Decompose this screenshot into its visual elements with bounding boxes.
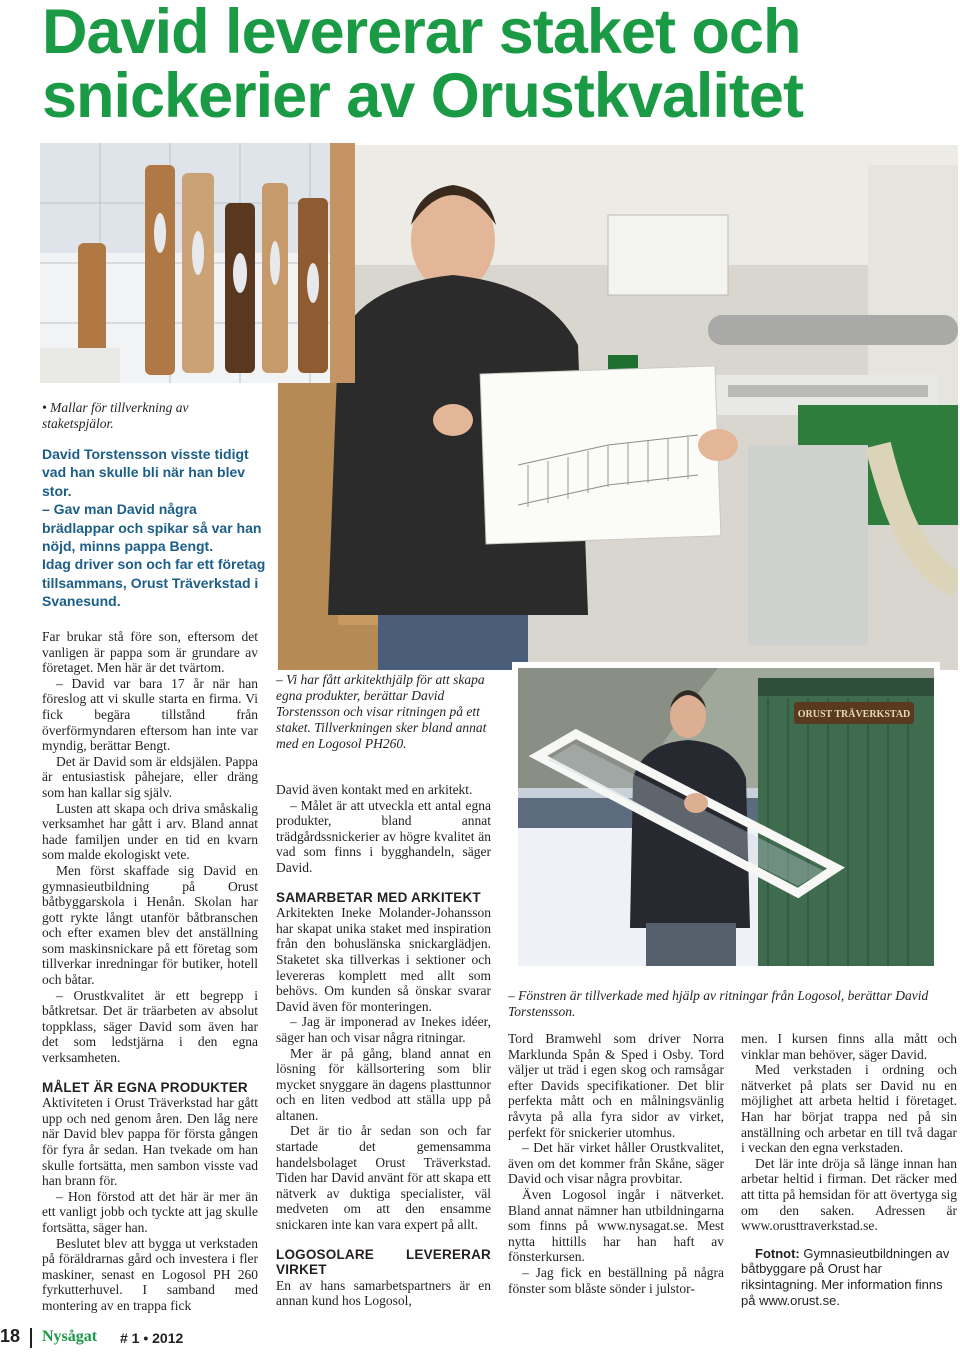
intro-paragraph: Idag driver son och far ett företag tillsammans, Orust Träverkstad i Svanesund. xyxy=(42,556,266,610)
body-paragraph: – Hon förstod att det här är mer än ett vanligt jobb och tyckte att jag skulle fortsätta, säger han. xyxy=(42,1188,258,1235)
body-paragraph: Mer är på gång, bland annat en lösning för källsortering som blir mycket snyggare än dagens plasttunnor och en liten vedbod att ställa upp på altanen. xyxy=(276,1045,491,1123)
footnote-label: Fotnot: xyxy=(755,1245,800,1261)
body-paragraph: Far brukar stå före son, eftersom det vanligen är pappa som är grundare av företaget. Men här är det tvärtom. xyxy=(42,629,258,676)
caption-picket-templates: • Mallar för tillverkning av staketspjälor. xyxy=(42,400,189,431)
footer-divider xyxy=(30,1328,32,1348)
body-paragraph: Även Logosol ingår i nätverket. Bland annat nämner han utbildningarna som finns på www.nysagat.se. Mest nytta hittills har han haft av fönsterkursen. xyxy=(508,1186,724,1265)
article-intro xyxy=(42,445,272,611)
body-paragraph: – Jag fick en beställning på några fönster som blåste sönder i julstor- xyxy=(508,1264,724,1296)
body-paragraph: Arkitekten Ineke Molander-Johansson har skapat unika staket med inspiration från den bohuslänska snickarglädjen. Staketet ska tillverkas i sektioner och levereras komplett med allt som behövs. Om kunden så önskar svarar David även för monteringen. xyxy=(276,905,491,1014)
body-paragraph: Det är David som är eldsjälen. Pappa är entusiastisk påhejare, eller dräng som han kallar sig själv. xyxy=(42,753,258,800)
page-number: 18 xyxy=(0,1326,21,1346)
subheading: LOGOSOLARE LEVERERAR VIRKET xyxy=(276,1246,491,1278)
caption-workshop: – Vi har fått arkitekthjälp för att skapa egna produkter, berättar David Torstensson och visar ritningen på ett staket. Tillverkningen sker bland annat med en Logosol PH260. xyxy=(276,672,487,751)
page-footer xyxy=(0,1326,300,1350)
body-column-4 xyxy=(741,1031,957,1308)
body-paragraph: Tord Bramwehl som driver Norra Marklunda Spån & Sped i Osby. Tord väljer ut träd i egen skog och ramsågar efter Davids specifikationer. Det blir perfekta mått och en målningsvänlig råvyta på alla fyra sidor av virket, perfekt för snickerier utomhus. xyxy=(508,1031,724,1140)
body-column-3 xyxy=(508,1031,724,1296)
headline-line-2: snickerier av Orustkvalitet xyxy=(42,61,803,131)
headline-line-1: David levererar staket och xyxy=(42,0,801,67)
sign-text: ORUST TRÄVERKSTAD xyxy=(797,709,911,720)
body-paragraph: Beslutet blev att bygga ut verkstaden på föräldrarnas gård och investera i fler maskiner, senast en Logosol PH 260 fyrkutterhuvel. I samband med montering av en trappa fick xyxy=(42,1235,258,1313)
subheading: MÅLET ÄR EGNA PRODUKTER xyxy=(42,1079,248,1095)
intro-paragraph: – Gav man David några brädlappar och spikar så var han nöjd, minns pappa Bengt. xyxy=(42,501,262,555)
intro-paragraph: David Torstensson visste tidigt vad han skulle bli när han blev stor. xyxy=(42,446,249,499)
body-paragraph: Aktiviteten i Orust Träverkstad har gått upp och ned genom åren. Den låg nere när David blev pappa för första gången för fyra år sedan. Han tvekade om han skulle fortsätta, men sambon visste vad han brann för. xyxy=(42,1095,258,1189)
body-paragraph: David även kontakt med en arkitekt. xyxy=(276,782,473,797)
body-paragraph: Med verkstaden i ordning och nätverket på plats ser David nu en möjlighet att arbeta heltid i företaget. Han har börjat trappa ned på sin anställning och arbetar en till två dagar i veckan den egna verkstaden. xyxy=(741,1062,957,1156)
body-paragraph: Det lär inte dröja så länge innan han arbetar heltid i firman. Det räcker med att titta på hemsidan för att övertyga sig om den saken. Adressen är www.orusttraverkstad.se. xyxy=(741,1155,957,1234)
body-paragraph: – Det här virket håller Orustkvalitet, även om det kommer från Skåne, säger David och visar några provbitar. xyxy=(508,1140,724,1187)
photo-window-frame xyxy=(512,662,940,972)
body-paragraph: – Målet är att utveckla ett antal egna produkter, bland annat trädgårdssnickerier av högre kvalitet än vad som finns i bygghandeln, säger David. xyxy=(276,797,491,875)
body-paragraph: Lusten att skapa och driva småskalig verksamhet har gått i arv. Bland annat hade familjen under en tid en kvarn som malde ekologiskt vete. xyxy=(42,800,258,863)
body-paragraph: Men först skaffade sig David en gymnasieutbildning på Orust båtbyggarskola i Henån. Skolan har gott rykte långt utanför båtbranschen och efter examen blev det anställning som maskinsnickare på ett företag som tillverkar inredningar för butiker, hotell och båtar. xyxy=(42,862,258,988)
issue-number: # 1 • 2012 xyxy=(120,1330,184,1346)
body-paragraph: – Orustkvalitet är ett begrepp i båtkretsar. Det är träarbeten av absolut toppklass, säger David som även har det som ledstjärna i den egna verksamheten. xyxy=(42,987,258,1066)
subheading: SAMARBETAR MED ARKITEKT xyxy=(276,889,481,905)
footnote-text: Gymnasieutbildningen av båtbyggare på Orust har riksintagning. Mer information finns på www.orust.se. xyxy=(741,1245,950,1308)
body-paragraph: men. I kursen finns alla mått och vinklar man behöver, säger David. xyxy=(741,1031,957,1062)
body-column-2 xyxy=(276,782,491,1309)
photo-picket-templates xyxy=(40,143,355,383)
article-headline xyxy=(42,0,957,131)
body-paragraph: Det är tio år sedan son och far startade det gemensamma handelsbolaget Orust Träverkstad. Tiden har David använt för att skapa ett nätverk av duktiga specialister, väl medveten om att den ensamme snickaren inte kan vara expert på allt. xyxy=(276,1123,491,1233)
magazine-name: Nysågat xyxy=(42,1328,98,1345)
photo-workshop xyxy=(278,145,958,670)
body-column-1 xyxy=(42,629,258,1314)
body-paragraph: – Jag är imponerad av Inekes idéer, säger han och visar några ritningar. xyxy=(276,1014,491,1045)
footnote xyxy=(741,1246,957,1308)
body-paragraph: En av hans samarbetspartners är en annan kund hos Logosol, xyxy=(276,1277,491,1309)
body-paragraph: – David var bara 17 år när han föreslog att vi skulle starta en firma. Vi fick begära tillstånd från överförmyndaren eftersom han inte var myndig, berättar Bengt. xyxy=(42,675,258,754)
caption-window-frame: – Fönstren är tillverkade med hjälp av ritningar från Logosol, berättar David Torstensson. xyxy=(508,988,929,1019)
